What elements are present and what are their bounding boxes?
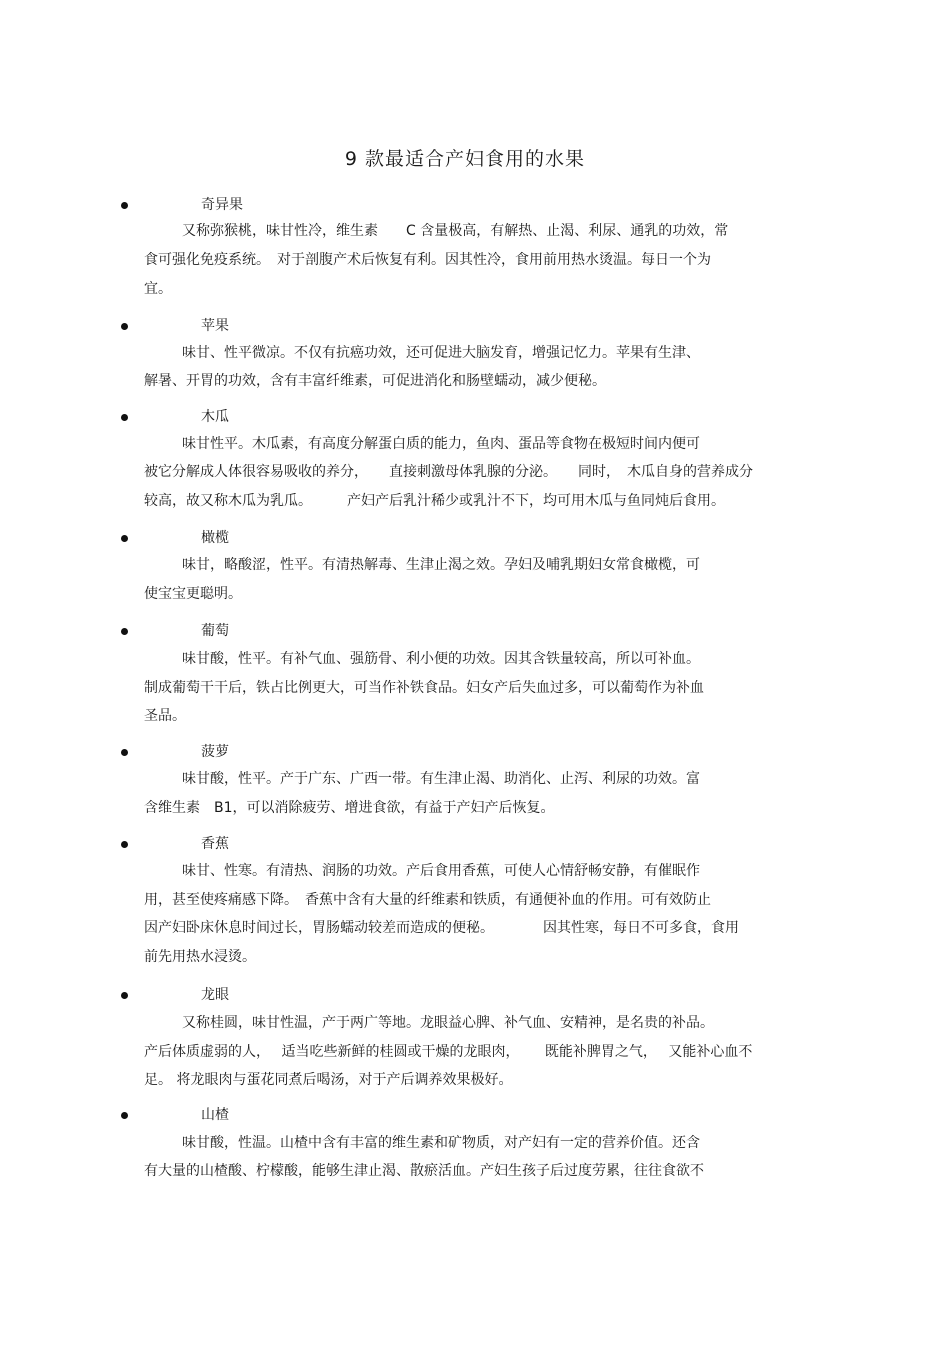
bullet-icon bbox=[121, 202, 128, 209]
bullet-icon bbox=[121, 841, 128, 848]
item-text-line: 食可强化免疫系统。 对于剖腹产术后恢复有利。因其性冷，食用前用热水烫温。每日一个为 bbox=[144, 252, 711, 268]
bullet-icon bbox=[121, 1112, 128, 1119]
item-name: 木瓜 bbox=[201, 409, 229, 425]
bullet-icon bbox=[121, 628, 128, 635]
item-name: 菠萝 bbox=[201, 744, 229, 760]
item-name: 山楂 bbox=[201, 1107, 229, 1123]
item-name: 苹果 bbox=[201, 318, 229, 334]
bullet-icon bbox=[121, 414, 128, 421]
item-text-line: 足。 将龙眼肉与蛋花同煮后喝汤，对于产后调养效果极好。 bbox=[144, 1072, 513, 1088]
page-title: 9 款最适合产妇食用的水果 bbox=[344, 148, 586, 170]
item-text-line: 使宝宝更聪明。 bbox=[144, 586, 242, 602]
item-text-line: 味甘性平。木瓜素，有高度分解蛋白质的能力，鱼肉、蛋品等食物在极短时间内便可 bbox=[182, 436, 700, 452]
item-text-line: 味甘酸，性平。有补气血、强筋骨、利小便的功效。因其含铁量较高，所以可补血。 bbox=[182, 651, 700, 667]
item-text-line: 因产妇卧床休息时间过长，胃肠蠕动较差而造成的便秘。 因其性寒，每日不可多食，食用 bbox=[144, 920, 739, 936]
item-text-line: 味甘、性寒。有清热、润肠的功效。产后食用香蕉，可使人心情舒畅安静，有催眠作 bbox=[182, 863, 700, 879]
item-name: 奇异果 bbox=[201, 197, 243, 213]
item-text-line: 含维生素 B1，可以消除疲劳、增进食欲，有益于产妇产后恢复。 bbox=[144, 800, 555, 816]
item-text-line: 味甘酸，性平。产于广东、广西一带。有生津止渴、助消化、止泻、利尿的功效。富 bbox=[182, 771, 700, 787]
item-text-line: 味甘，略酸涩，性平。有清热解毒、生津止渴之效。孕妇及哺乳期妇女常食橄榄，可 bbox=[182, 557, 700, 573]
bullet-icon bbox=[121, 749, 128, 756]
item-text-line: 又称弥猴桃，味甘性冷，维生素 C 含量极高，有解热、止渴、利尿、通乳的功效，常 bbox=[182, 223, 729, 239]
item-text-line: 产后体质虚弱的人， 适当吃些新鲜的桂圆或干燥的龙眼肉， 既能补脾胃之气， 又能补心血不 bbox=[144, 1044, 753, 1060]
item-text-line: 制成葡萄干干后，铁占比例更大，可当作补铁食品。妇女产后失血过多，可以葡萄作为补血 bbox=[144, 680, 704, 696]
item-name: 葡萄 bbox=[201, 623, 229, 639]
item-text-line: 被它分解成人体很容易吸收的养分， 直接刺激母体乳腺的分泌。 同时， 木瓜自身的营养成分 bbox=[144, 464, 753, 480]
item-text-line: 味甘酸，性温。山楂中含有丰富的维生素和矿物质，对产妇有一定的营养价值。还含 bbox=[182, 1135, 700, 1151]
item-text-line: 较高，故又称木瓜为乳瓜。 产妇产后乳汁稀少或乳汁不下，均可用木瓜与鱼同炖后食用。 bbox=[144, 493, 725, 509]
item-text-line: 又称桂圆，味甘性温，产于两广等地。龙眼益心脾、补气血、安精神，是名贵的补品。 bbox=[182, 1015, 714, 1031]
item-text-line: 解暑、开胃的功效，含有丰富纤维素，可促进消化和肠壁蠕动，减少便秘。 bbox=[144, 373, 606, 389]
item-name: 香蕉 bbox=[201, 836, 229, 852]
item-name: 橄榄 bbox=[201, 530, 229, 546]
item-text-line: 有大量的山楂酸、柠檬酸，能够生津止渴、散瘀活血。产妇生孩子后过度劳累，往往食欲不 bbox=[144, 1163, 704, 1179]
item-text-line: 圣品。 bbox=[144, 708, 186, 724]
item-name: 龙眼 bbox=[201, 987, 229, 1003]
item-text-line: 宜。 bbox=[144, 281, 172, 297]
bullet-icon bbox=[121, 535, 128, 542]
bullet-icon bbox=[121, 323, 128, 330]
item-text-line: 味甘、性平微凉。不仅有抗癌功效，还可促进大脑发育，增强记忆力。苹果有生津、 bbox=[182, 345, 700, 361]
item-text-line: 用，甚至使疼痛感下降。 香蕉中含有大量的纤维素和铁质，有通便补血的作用。可有效防止 bbox=[144, 892, 711, 908]
bullet-icon bbox=[121, 992, 128, 999]
item-text-line: 前先用热水浸烫。 bbox=[144, 949, 256, 965]
